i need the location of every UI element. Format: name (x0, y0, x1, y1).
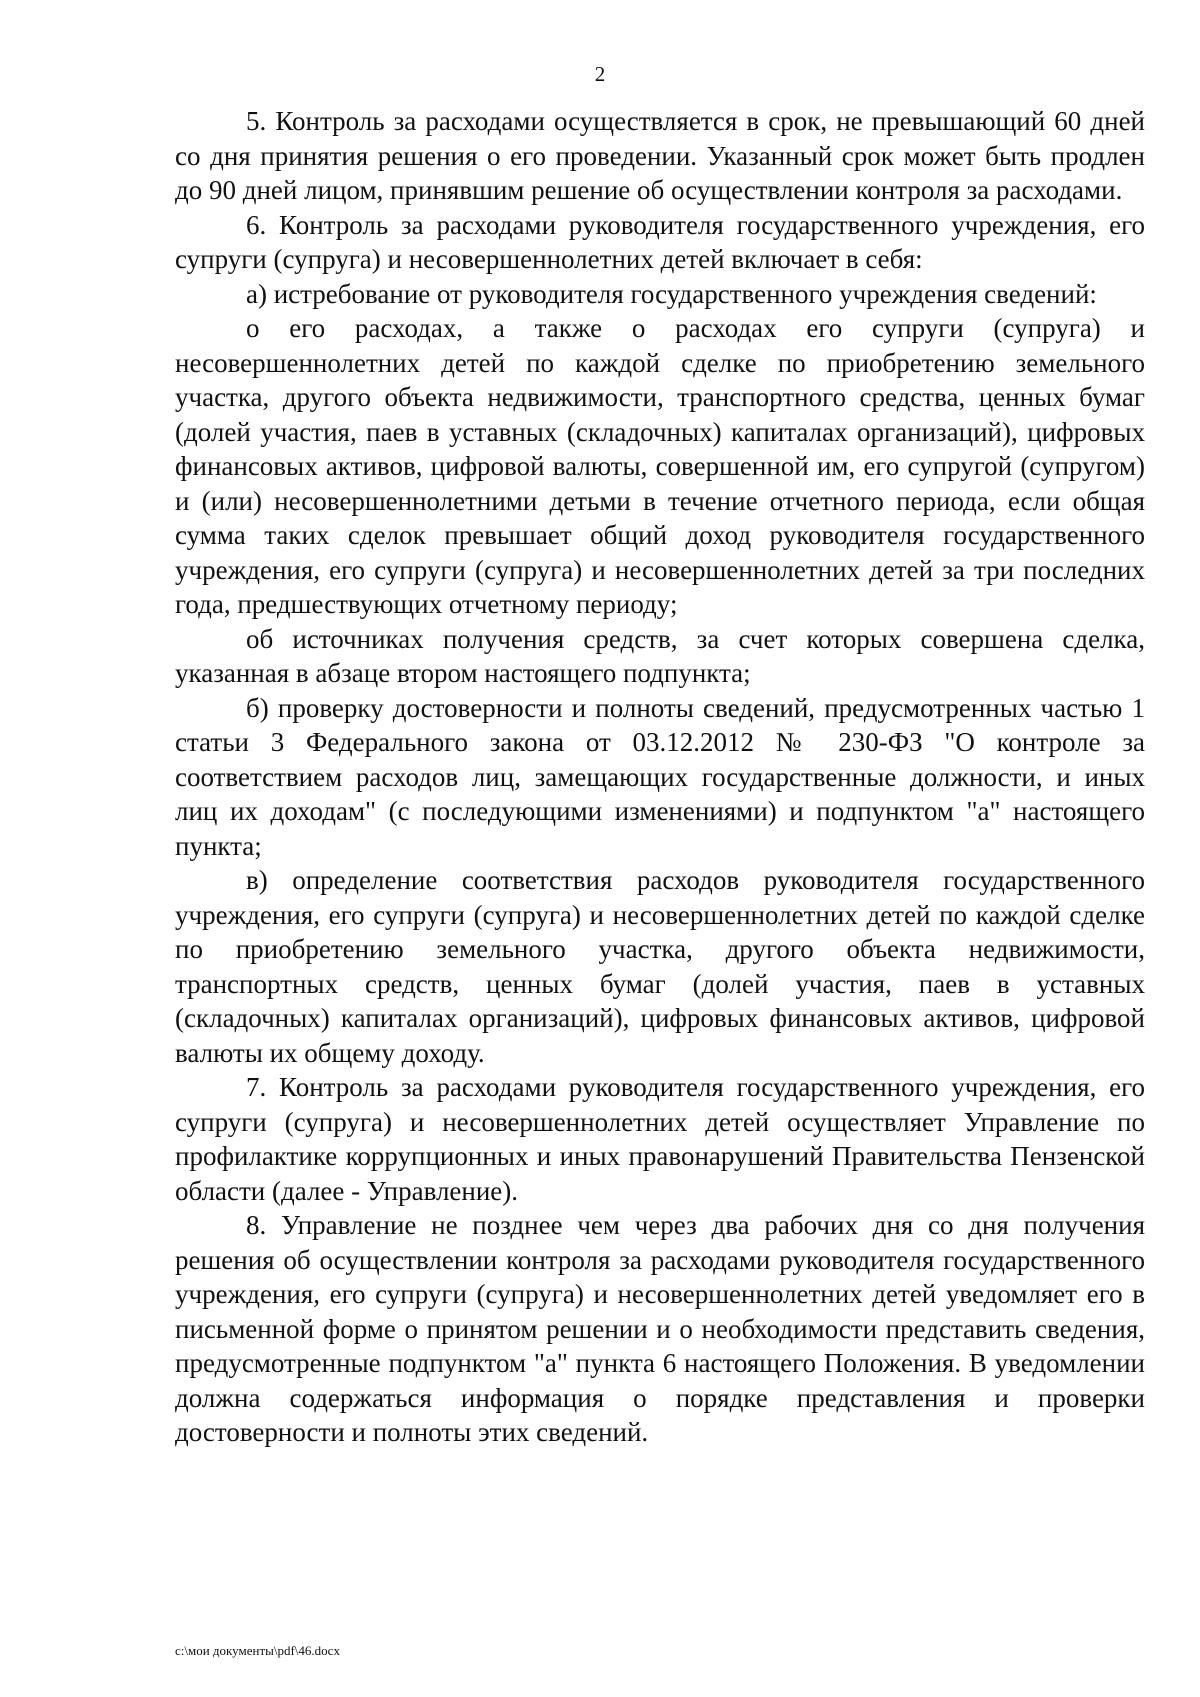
paragraph-6: 6. Контроль за расходами руководителя государственного учреждения, его супруги (супруга) и несовершеннолетних детей включает в себя: (175, 209, 1145, 274)
paragraph-6a-expenses: о его расходах, а также о расходах его супруги (супруга) и несовершеннолетних детей по каждой сделке по приобретению земельного участка, другого объекта недвижимости, транспортного средства, ценных бумаг (долей участия, паев в уставных (складочных) капиталах организаций), цифровых финансовых активов, цифровой валюты, совершенной им, его супругой (супругом) и (или) несовершеннолетними детьми в течение отчетного периода, если общая сумма таких сделок превышает общий доход руководителя государственного учреждения, его супруги (супруга) и несовершеннолетних детей за три последних года, предшествующих отчетному периоду; (175, 313, 1145, 619)
paragraph-6a-sources: об источниках получения средств, за счет которых совершена сделка, указанная в абзаце втором настоящего подпункта; (175, 623, 1145, 688)
page-number: 2 (594, 62, 606, 86)
paragraph-6v: в) определение соответствия расходов руководителя государственного учреждения, его супруги (супруга) и несовершеннолетних детей по каждой сделке по приобретению земельного участка, другого объекта недвижимости, транспортных средств, ценных бумаг (долей участия, паев в уставных (складочных) капиталах организаций), цифровых финансовых активов, цифровой валюты их общему доходу. (175, 865, 1145, 1068)
footer-file-path: c:\мои документы\pdf\46.docx (175, 1643, 340, 1658)
paragraph-6a: а) истребование от руководителя государственного учреждения сведений: (246, 278, 1097, 309)
paragraph-6b: б) проверку достоверности и полноты сведений, предусмотренных частью 1 статьи 3 Федерального закона от 03.12.2012 № 230-ФЗ "О контроле за соответствием расходов лиц, замещающих государственные должности, и иных лиц их доходам" (с последующими изменениями) и подпунктом "а" настоящего пункта; (175, 692, 1145, 861)
paragraph-7: 7. Контроль за расходами руководителя государственного учреждения, его супруги (супруга) и несовершеннолетних детей осуществляет Управление по профилактике коррупционных и иных правонарушений Правительства Пензенской области (далее - Управление). (175, 1072, 1145, 1206)
paragraph-8: 8. Управление не позднее чем через два рабочих дня со дня получения решения об осуществлении контроля за расходами руководителя государственного учреждения, его супруги (супруга) и несовершеннолетних детей уведомляет его в письменной форме о принятом решении и о необходимости представить сведения, предусмотренные подпунктом "а" пункта 6 настоящего Положения. В уведомлении должна содержаться информация о порядке представления и проверки достоверности и полноты этих сведений. (175, 1210, 1145, 1447)
paragraph-5: 5. Контроль за расходами осуществляется в срок, не превышающий 60 дней со дня принятия решения о его проведении. Указанный срок может быть продлен до 90 дней лицом, принявшим решение об осуществлении контроля за расходами. (175, 106, 1145, 205)
document-body (175, 104, 1145, 1450)
